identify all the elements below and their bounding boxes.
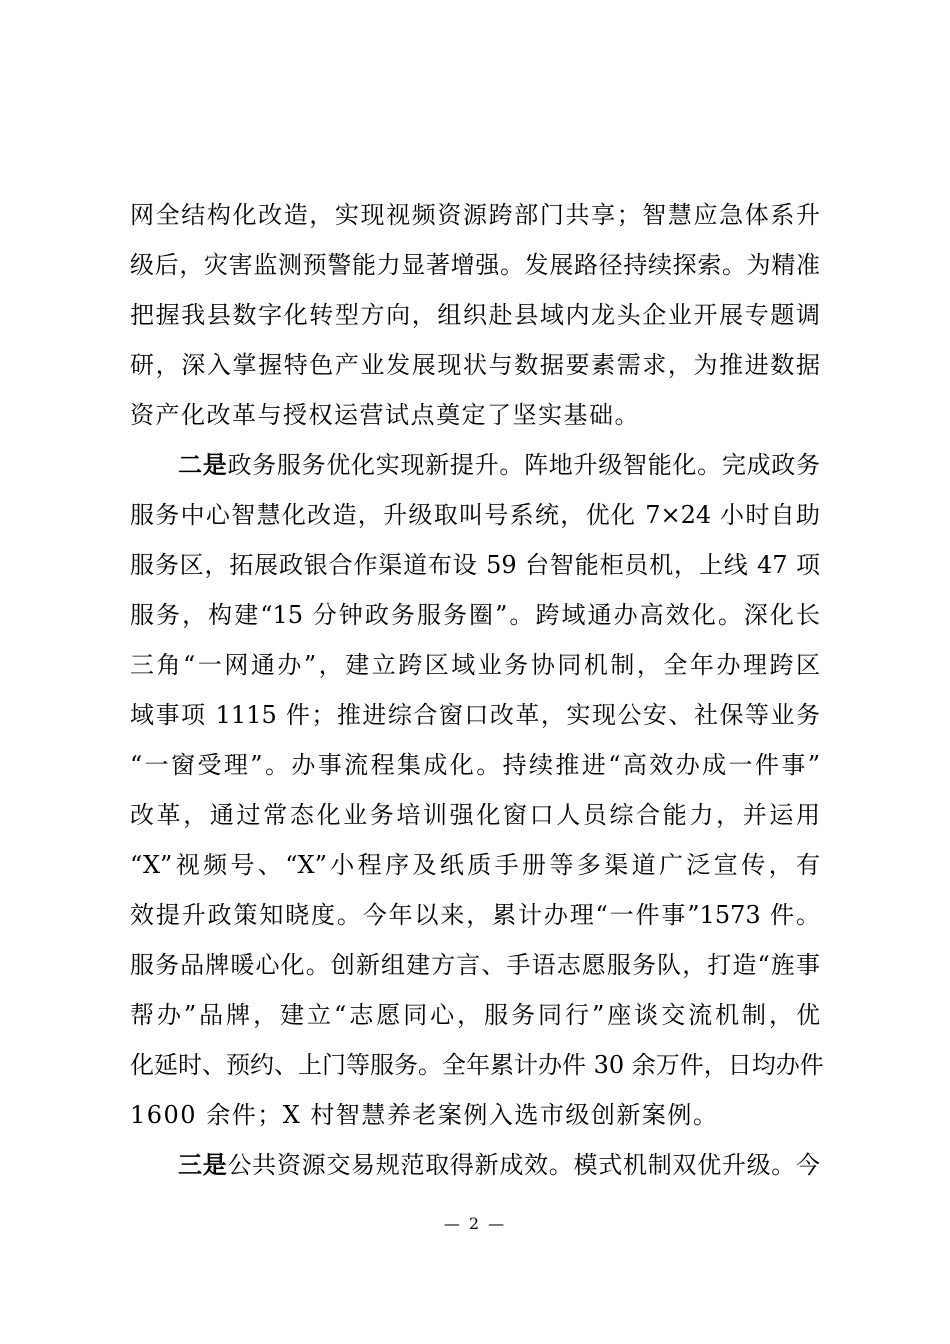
text-line: 资产化改革与授权运营试点奠定了坚实基础。 xyxy=(130,401,640,429)
text-line: 帮办”品牌，建立“志愿同心，服务同行”座谈交流机制，优 xyxy=(130,1001,820,1029)
text-line: 化延时、预约、上门等服务。全年累计办件 30 余万件，日均办件 xyxy=(130,1051,824,1079)
paragraph-lead: 三是 xyxy=(178,1150,228,1179)
paragraph-2 xyxy=(130,440,824,1140)
text-line: 网全结构化改造，实现视频资源跨部门共享；智慧应急体系升 xyxy=(130,201,820,229)
text-line: 效提升政策知晓度。今年以来，累计办理“一件事”1573 件。 xyxy=(130,901,820,929)
text-line: 级后，灾害监测预警能力显著增强。发展路径持续探索。为精准 xyxy=(130,251,820,279)
text-line: “一窗受理”。办事流程集成化。持续推进“高效办成一件事” xyxy=(130,751,820,779)
text-line: 域事项 1115 件；推进综合窗口改革，实现公安、社保等业务 xyxy=(130,701,820,729)
paragraph-lead: 二是 xyxy=(178,450,228,479)
text-line: 研，深入掌握特色产业发展现状与数据要素需求，为推进数据 xyxy=(130,351,820,379)
document-body xyxy=(130,190,824,1190)
text-line: 把握我县数字化转型方向，组织赴县域内龙头企业开展专题调 xyxy=(130,301,820,329)
text-line: “X”视频号、“X”小程序及纸质手册等多渠道广泛宣传，有 xyxy=(130,851,820,879)
paragraph-1 xyxy=(130,190,820,440)
text-line: 三角“一网通办”，建立跨区域业务协同机制，全年办理跨区 xyxy=(130,651,820,679)
text-line xyxy=(130,1140,820,1190)
text-line: 改革，通过常态化业务培训强化窗口人员综合能力，并运用 xyxy=(130,801,820,829)
text-line: 服务区，拓展政银合作渠道布设 59 台智能柜员机，上线 47 项 xyxy=(130,551,820,579)
text-line-content: 公共资源交易规范取得新成效。模式机制双优升级。今 xyxy=(227,1151,821,1179)
text-line: 服务品牌暖心化。创新组建方言、手语志愿服务队，打造“旌事 xyxy=(130,951,820,979)
text-line: 1600 余件；X 村智慧养老案例入选市级创新案例。 xyxy=(130,1101,719,1129)
page-number: — 2 — xyxy=(443,1214,507,1233)
text-line: 服务中心智慧化改造，升级取叫号系统，优化 7×24 小时自助 xyxy=(130,501,820,529)
paragraph-3 xyxy=(130,1140,820,1190)
text-line-content: 政务服务优化实现新提升。阵地升级智能化。完成政务 xyxy=(227,451,821,479)
text-line xyxy=(130,440,820,490)
text-line: 服务，构建“15 分钟政务服务圈”。跨域通办高效化。深化长 xyxy=(130,601,820,629)
